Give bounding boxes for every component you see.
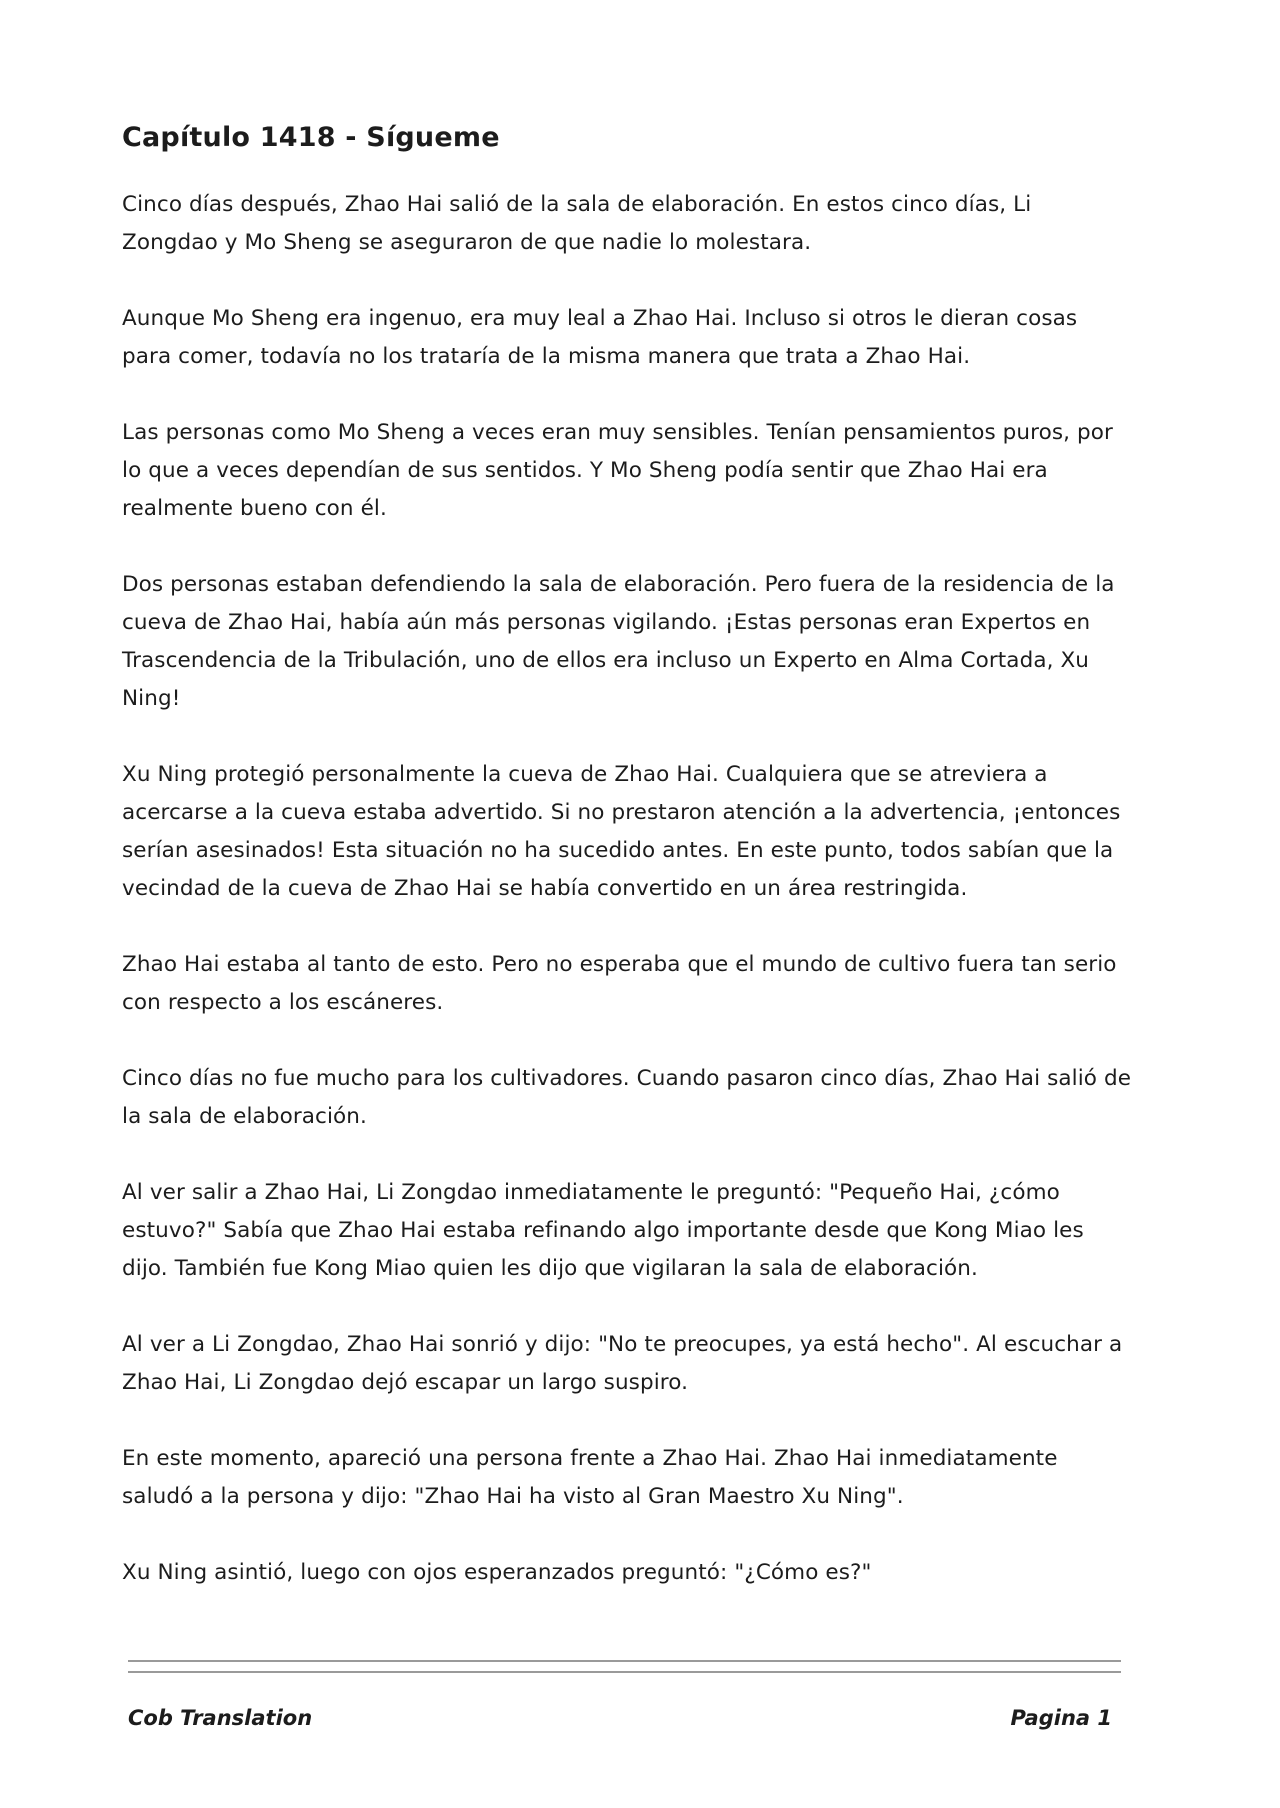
paragraph-6: Zhao Hai estaba al tanto de esto. Pero no esperaba que el mundo de cultivo fuera tan serio con respecto a los escáneres.: [122, 952, 1117, 1015]
paragraph-1: Cinco días después, Zhao Hai salió de la sala de elaboración. En estos cinco días, Li Zongdao y Mo Sheng se aseguraron de que nadie lo molestara.: [122, 192, 1032, 255]
paragraph-7: Cinco días no fue mucho para los cultivadores. Cuando pasaron cinco días, Zhao Hai salió de la sala de elaboración.: [122, 1066, 1132, 1129]
paragraph-5: Xu Ning protegió personalmente la cueva de Zhao Hai. Cualquiera que se atreviera a acercarse a la cueva estaba advertido. Si no prestaron atención a la advertencia, ¡entonces serían asesinados! Esta situación no ha sucedido antes. En este punto, todos sabían que la vecindad de la cueva de Zhao Hai se había convertido en un área restringida.: [122, 762, 1121, 901]
paragraph-9: Al ver a Li Zongdao, Zhao Hai sonrió y dijo: "No te preocupes, ya está hecho". Al escuchar a Zhao Hai, Li Zongdao dejó escapar un largo suspiro.: [122, 1332, 1123, 1395]
paragraph-10: En este momento, apareció una persona frente a Zhao Hai. Zhao Hai inmediatamente saludó a la persona y dijo: "Zhao Hai ha visto al Gran Maestro Xu Ning".: [122, 1446, 1058, 1509]
footer-divider-top: [128, 1660, 1121, 1662]
paragraph-3: Las personas como Mo Sheng a veces eran muy sensibles. Tenían pensamientos puros, por lo que a veces dependían de sus sentidos. Y Mo Sheng podía sentir que Zhao Hai era realmente bueno con él.: [122, 420, 1113, 521]
paragraph-8: Al ver salir a Zhao Hai, Li Zongdao inmediatamente le preguntó: "Pequeño Hai, ¿cómo estuvo?" Sabía que Zhao Hai estaba refinando algo importante desde que Kong Miao les dijo. También fue Kong Miao quien les dijo que vigilaran la sala de elaboración.: [122, 1180, 1084, 1281]
paragraph-4: Dos personas estaban defendiendo la sala de elaboración. Pero fuera de la residencia de la cueva de Zhao Hai, había aún más personas vigilando. ¡Estas personas eran Expertos en Trascendencia de la Tribulación, uno de ellos era incluso un Experto en Alma Cortada, Xu Ning!: [122, 572, 1115, 711]
document-body: [122, 118, 1132, 1630]
footer-divider-bottom: [128, 1671, 1121, 1673]
footer-page-number: Pagina 1: [1010, 1706, 1112, 1730]
paragraph-11: Xu Ning asintió, luego con ojos esperanzados preguntó: "¿Cómo es?": [122, 1560, 872, 1585]
chapter-title: Capítulo 1418 - Sígueme: [122, 122, 500, 153]
footer-translator: Cob Translation: [128, 1706, 313, 1730]
paragraph-2: Aunque Mo Sheng era ingenuo, era muy leal a Zhao Hai. Incluso si otros le dieran cosas para comer, todavía no los trataría de la misma manera que trata a Zhao Hai.: [122, 306, 1078, 369]
